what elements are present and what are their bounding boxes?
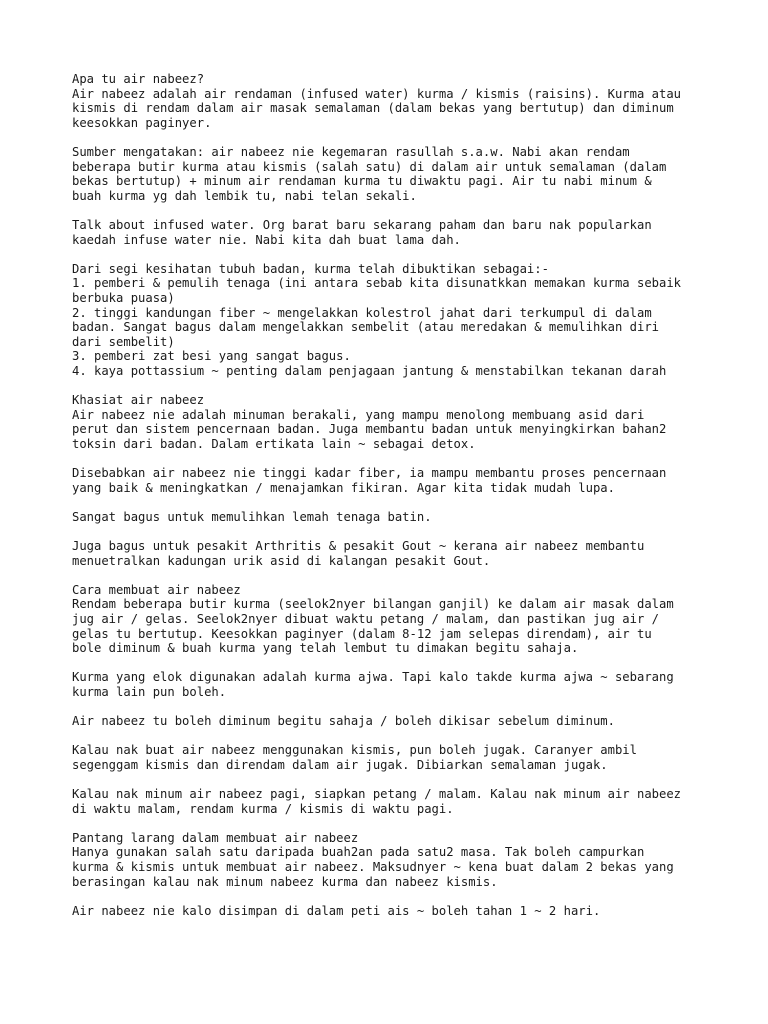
text-line: Cara membuat air nabeez (72, 582, 241, 597)
paragraph (72, 218, 712, 247)
text-line: Apa tu air nabeez? (72, 72, 205, 86)
paragraph (72, 466, 712, 495)
text-line: kismis di rendam dalam air masak semalaman (dalam bekas yang bertutup) dan diminum (72, 101, 674, 116)
text-line: 1. pemberi & pemulih tenaga (ini antara sebab kita disunatkkan memakan kurma sebaik (72, 276, 682, 291)
paragraph (72, 510, 712, 525)
text-line: berasingan kalau nak minum nabeez kurma dan nabeez kismis. (72, 874, 498, 889)
paragraph (72, 743, 712, 772)
text-line: yang baik & meningkatkan / menajamkan fikiran. Agar kita tidak mudah lupa. (72, 480, 615, 495)
text-line: perut dan sistem pencernaan badan. Juga membantu badan untuk menyingkirkan bahan2 (72, 422, 667, 437)
text-line: Kurma yang elok digunakan adalah kurma ajwa. Tapi kalo takde kurma ajwa ~ sebarang (72, 670, 674, 685)
text-line: Juga bagus untuk pesakit Arthritis & pesakit Gout ~ kerana air nabeez membantu (72, 539, 645, 553)
paragraph (72, 539, 712, 568)
text-line: Air nabeez adalah air rendaman (infused water) kurma / kismis (raisins). Kurma atau (72, 86, 682, 101)
text-line: Kalau nak buat air nabeez menggunakan kismis, pun boleh jugak. Caranyer ambil (72, 743, 637, 758)
text-line: toksin dari badan. Dalam ertikata lain ~ sebagai detox. (72, 436, 476, 451)
text-line: 3. pemberi zat besi yang sangat bagus. (72, 349, 351, 364)
text-line: 2. tinggi kandungan fiber ~ mengelakkan kolestrol jahat dari terkumpul di dalam (72, 305, 652, 320)
text-line: segenggam kismis dan direndam dalam air jugak. Dibiarkan semalaman jugak. (72, 757, 608, 772)
text-line: berbuka puasa) (72, 290, 175, 305)
text-line: Air nabeez tu boleh diminum begitu sahaja / boleh dikisar sebelum diminum. (72, 714, 615, 729)
text-line: 4. kaya pottassium ~ penting dalam penjagaan jantung & menstabilkan tekanan darah (72, 363, 667, 378)
text-line: Air nabeez nie adalah minuman berakali, yang mampu menolong membuang asid dari (72, 407, 645, 422)
text-line: gelas tu bertutup. Keesokkan paginyer (dalam 8-12 jam selepas direndam), air tu (72, 626, 652, 641)
text-line: Pantang larang dalam membuat air nabeez (72, 830, 359, 845)
text-line: dari sembelit) (72, 334, 175, 349)
text-line: Sumber mengatakan: air nabeez nie kegemaran rasullah s.a.w. Nabi akan rendam (72, 144, 630, 159)
paragraph (72, 393, 712, 451)
text-line: kurma & kismis untuk membuat air nabeez. Maksudnyer ~ kena buat dalam 2 bekas yang (72, 860, 674, 875)
paragraph (72, 831, 712, 889)
text-line: Khasiat air nabeez (72, 393, 205, 408)
text-line: keesokkan paginyer. (72, 115, 212, 130)
paragraph (72, 714, 712, 729)
text-line: Hanya gunakan salah satu daripada buah2an pada satu2 masa. Tak boleh campurkan (72, 845, 645, 860)
text-line: Kalau nak minum air nabeez pagi, siapkan petang / malam. Kalau nak minum air nabeez (72, 787, 682, 802)
paragraph (72, 787, 712, 816)
text-line: buah kurma yg dah lembik tu, nabi telan sekali. (72, 188, 417, 203)
text-line: kaedah infuse water nie. Nabi kita dah buat lama dah. (72, 232, 461, 247)
paragraph (72, 670, 712, 699)
paragraph (72, 72, 712, 130)
text-line: Talk about infused water. Org barat baru sekarang paham dan baru nak popularkan (72, 217, 652, 232)
paragraph (72, 904, 712, 919)
text-line: Rendam beberapa butir kurma (seelok2nyer bilangan ganjil) ke dalam air masak dalam (72, 597, 674, 612)
text-line: beberapa butir kurma atau kismis (salah satu) di dalam air untuk semalaman (dalam (72, 159, 667, 174)
text-line: badan. Sangat bagus dalam mengelakkan sembelit (atau meredakan & memulihkan diri (72, 320, 659, 335)
text-line: Air nabeez nie kalo disimpan di dalam peti ais ~ boleh tahan 1 ~ 2 hari. (72, 903, 601, 918)
paragraph (72, 262, 712, 379)
text-line: di waktu malam, rendam kurma / kismis di waktu pagi. (72, 801, 454, 816)
text-line: bekas bertutup) + minum air rendaman kurma tu diwaktu pagi. Air tu nabi minum & (72, 174, 652, 189)
text-line: kurma lain pun boleh. (72, 684, 227, 699)
paragraph (72, 583, 712, 656)
text-line: bole diminum & buah kurma yang telah lembut tu dimakan begitu sahaja. (72, 641, 579, 656)
text-line: Dari segi kesihatan tubuh badan, kurma telah dibuktikan sebagai:- (72, 261, 549, 276)
text-line: Sangat bagus untuk memulihkan lemah tenaga batin. (72, 509, 432, 524)
text-line: jug air / gelas. Seelok2nyer dibuat waktu petang / malam, dan pastikan jug air / (72, 611, 659, 626)
text-line: Disebabkan air nabeez nie tinggi kadar fiber, ia mampu membantu proses pencernaan (72, 466, 667, 481)
document-page (72, 72, 712, 933)
text-line: menuetralkan kadungan urik asid di kalangan pesakit Gout. (72, 553, 491, 568)
paragraph (72, 145, 712, 203)
